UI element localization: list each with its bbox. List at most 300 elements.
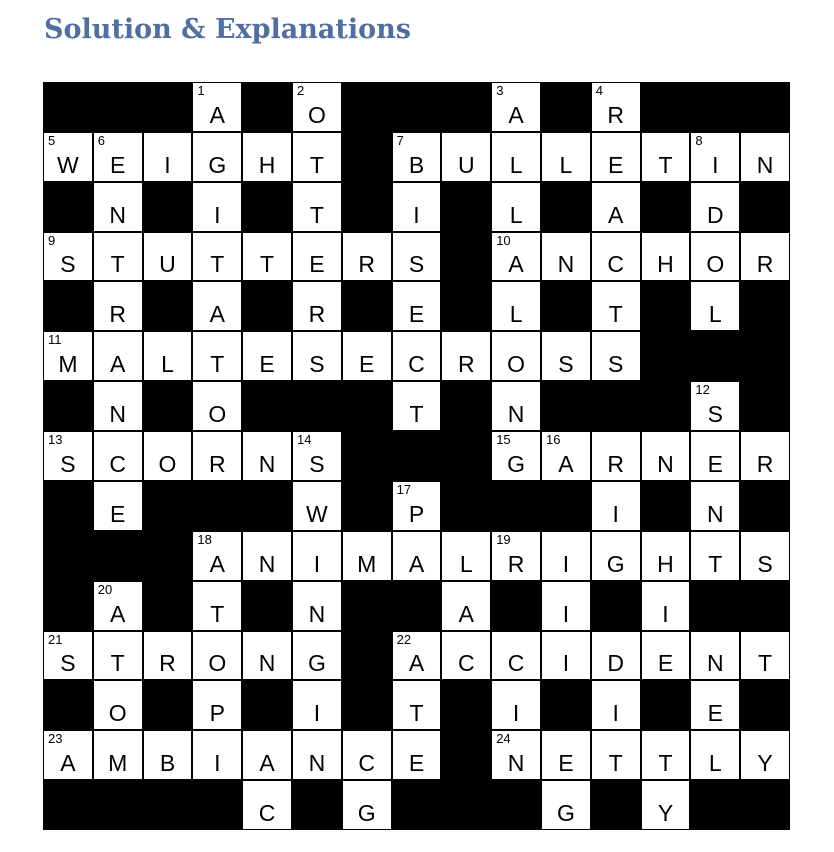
cell-letter: T [260,251,275,278]
letter-cell[interactable] [691,382,739,430]
cell-letter: O [208,401,227,428]
letter-cell[interactable] [592,83,640,131]
black-cell [243,183,291,231]
cell-letter: O [108,700,127,727]
black-cell [44,781,92,829]
letter-cell[interactable] [393,681,441,729]
letter-cell[interactable] [642,432,690,480]
letter-cell[interactable] [144,233,192,281]
letter-cell[interactable] [542,133,590,181]
black-cell [642,482,690,530]
cell-letter: R [756,251,774,278]
cell-letter: A [110,351,126,378]
letter-cell[interactable] [492,282,540,330]
black-cell [343,282,391,330]
black-cell [492,781,540,829]
letter-cell[interactable] [442,582,490,630]
letter-cell[interactable] [592,731,640,779]
letter-cell[interactable] [44,432,92,480]
letter-cell[interactable] [293,681,341,729]
letter-cell[interactable] [243,233,291,281]
letter-cell[interactable] [193,632,241,680]
black-cell [44,532,92,580]
cell-letter: I [164,151,171,178]
cell-letter: L [509,151,523,178]
black-cell [343,83,391,131]
cell-letter: N [507,401,525,428]
cell-letter: A [209,550,225,577]
cell-letter: L [559,151,573,178]
letter-cell[interactable] [691,133,739,181]
cell-letter: W [306,500,328,527]
letter-cell[interactable] [94,133,142,181]
cell-letter: I [512,700,520,727]
letter-cell[interactable] [492,432,540,480]
letter-cell[interactable] [193,282,241,330]
letter-cell[interactable] [44,133,92,181]
cell-letter: T [210,600,225,627]
black-cell [193,781,241,829]
letter-cell[interactable] [691,183,739,231]
black-cell [741,332,789,380]
black-cell [94,532,142,580]
letter-cell[interactable] [193,432,241,480]
black-cell [691,781,739,829]
cell-letter: Y [657,799,674,826]
black-cell [442,83,490,131]
clue-number: 16 [546,432,561,448]
cell-letter: N [756,151,774,178]
clue-number: 24 [496,731,511,747]
letter-cell[interactable] [542,731,590,779]
letter-cell[interactable] [144,731,192,779]
black-cell [642,681,690,729]
cell-letter: N [706,500,724,527]
cell-letter: I [313,550,321,577]
black-cell [144,681,192,729]
cell-letter: U [457,151,475,178]
letter-cell[interactable] [144,332,192,380]
letter-cell[interactable] [243,332,291,380]
black-cell [542,482,590,530]
cell-letter: C [457,650,475,677]
black-cell [44,83,92,131]
letter-cell[interactable] [393,731,441,779]
letter-cell[interactable] [691,731,739,779]
letter-cell[interactable] [393,632,441,680]
cell-letter: R [507,550,525,577]
cell-letter: R [457,351,475,378]
black-cell [442,432,490,480]
cell-letter: R [607,450,624,477]
cell-letter: E [259,351,275,378]
letter-cell[interactable] [193,681,241,729]
letter-cell[interactable] [592,282,640,330]
cell-letter: A [458,600,474,627]
letter-cell[interactable] [691,681,739,729]
cell-letter: P [408,500,425,527]
letter-cell[interactable] [542,582,590,630]
cell-letter: A [60,750,76,777]
cell-letter: L [509,201,523,228]
cell-letter: I [562,550,570,577]
clue-number: 23 [48,731,63,747]
letter-cell[interactable] [393,332,441,380]
letter-cell[interactable] [144,632,192,680]
letter-cell[interactable] [193,382,241,430]
black-cell [691,83,739,131]
letter-cell[interactable] [243,632,291,680]
letter-cell[interactable] [542,781,590,829]
letter-cell[interactable] [442,332,490,380]
letter-cell[interactable] [94,233,142,281]
letter-cell[interactable] [144,432,192,480]
clue-number: 12 [695,382,710,398]
letter-cell[interactable] [393,382,441,430]
letter-cell[interactable] [293,532,341,580]
cell-letter: C [507,650,525,677]
letter-cell[interactable] [144,133,192,181]
cell-letter: I [214,750,221,777]
letter-cell[interactable] [44,233,92,281]
letter-cell[interactable] [492,332,540,380]
cell-letter: S [60,650,76,677]
letter-cell[interactable] [492,632,540,680]
letter-cell[interactable] [542,532,590,580]
letter-cell[interactable] [741,632,789,680]
cell-letter: L [708,301,722,328]
black-cell [542,382,590,430]
letter-cell[interactable] [393,282,441,330]
letter-cell[interactable] [293,482,341,530]
black-cell [144,482,192,530]
black-cell [741,382,789,430]
cell-letter: E [309,251,325,278]
clue-number: 10 [496,232,511,248]
letter-cell[interactable] [442,133,490,181]
cell-letter: E [408,301,425,328]
letter-cell[interactable] [393,532,441,580]
cell-letter: E [359,351,375,378]
cell-letter: M [108,750,128,777]
letter-cell[interactable] [492,133,540,181]
letter-cell[interactable] [293,731,341,779]
letter-cell[interactable] [542,233,590,281]
letter-cell[interactable] [193,332,241,380]
cell-letter: G [507,450,526,477]
black-cell [691,332,739,380]
letter-cell[interactable] [343,332,391,380]
letter-cell[interactable] [592,133,640,181]
cell-letter: T [758,650,773,677]
cell-letter: G [307,650,326,677]
cell-letter: O [706,251,725,278]
letter-cell[interactable] [592,183,640,231]
black-cell [144,282,192,330]
cell-letter: I [562,650,570,677]
cell-letter: T [409,401,424,428]
letter-cell[interactable] [592,233,640,281]
black-cell [343,582,391,630]
cell-letter: I [214,201,221,228]
black-cell [492,482,540,530]
cell-letter: I [612,700,619,727]
cell-letter: E [110,151,126,178]
cell-letter: A [558,450,574,477]
letter-cell[interactable] [592,532,640,580]
letter-cell[interactable] [243,133,291,181]
letter-cell[interactable] [94,382,142,430]
letter-cell[interactable] [691,632,739,680]
black-cell [642,332,690,380]
clue-number: 9 [48,232,56,248]
letter-cell[interactable] [343,731,391,779]
letter-cell[interactable] [243,432,291,480]
cell-letter: S [408,251,425,278]
cell-letter: C [358,750,375,777]
letter-cell[interactable] [44,332,92,380]
letter-cell[interactable] [691,233,739,281]
letter-cell[interactable] [243,781,291,829]
cell-letter: A [408,650,425,677]
black-cell [542,681,590,729]
letter-cell[interactable] [592,632,640,680]
letter-cell[interactable] [592,681,640,729]
black-cell [243,282,291,330]
letter-cell[interactable] [94,681,142,729]
letter-cell[interactable] [94,582,142,630]
clue-number: 11 [48,332,62,348]
cell-letter: I [612,500,619,527]
cell-letter: O [208,650,227,677]
letter-cell[interactable] [642,781,690,829]
letter-cell[interactable] [442,532,490,580]
letter-cell[interactable] [691,532,739,580]
letter-cell[interactable] [592,332,640,380]
cell-letter: A [209,101,225,128]
clue-number: 18 [197,531,212,547]
cell-letter: T [608,750,623,777]
cell-letter: T [708,550,723,577]
black-cell [642,282,690,330]
letter-cell[interactable] [393,233,441,281]
letter-cell[interactable] [642,582,690,630]
letter-cell[interactable] [243,731,291,779]
letter-cell[interactable] [741,432,789,480]
letter-cell[interactable] [293,432,341,480]
cell-letter: S [309,450,325,477]
clue-number: 2 [297,83,305,98]
black-cell [243,83,291,131]
black-cell [592,582,640,630]
letter-cell[interactable] [691,482,739,530]
letter-cell[interactable] [94,183,142,231]
letter-cell[interactable] [642,532,690,580]
letter-cell[interactable] [293,233,341,281]
letter-cell[interactable] [691,432,739,480]
cell-letter: G [556,799,575,826]
cell-letter: C [607,251,624,278]
cell-letter: D [706,201,724,228]
letter-cell[interactable] [542,632,590,680]
letter-cell[interactable] [642,233,690,281]
cell-letter: O [507,351,526,378]
letter-cell[interactable] [293,332,341,380]
letter-cell[interactable] [94,482,142,530]
letter-cell[interactable] [193,133,241,181]
cell-letter: A [209,301,225,328]
black-cell [393,781,441,829]
black-cell [44,282,92,330]
letter-cell[interactable] [542,432,590,480]
cell-letter: W [57,151,79,178]
cell-letter: G [606,550,625,577]
clue-number: 8 [695,132,703,148]
letter-cell[interactable] [492,382,540,430]
black-cell [442,183,490,231]
letter-cell[interactable] [293,83,341,131]
letter-cell[interactable] [293,582,341,630]
letter-cell[interactable] [741,133,789,181]
black-cell [44,183,92,231]
letter-cell[interactable] [94,332,142,380]
black-cell [343,133,391,181]
black-cell [44,382,92,430]
cell-letter: P [209,700,225,727]
letter-cell[interactable] [492,731,540,779]
clue-number: 14 [297,432,312,448]
black-cell [243,482,291,530]
cell-letter: T [110,251,125,278]
letter-cell[interactable] [94,731,142,779]
letter-cell[interactable] [741,731,789,779]
cell-letter: G [357,799,376,826]
cell-letter: Y [757,750,773,777]
black-cell [293,781,341,829]
letter-cell[interactable] [243,532,291,580]
black-cell [492,582,540,630]
letter-cell[interactable] [642,632,690,680]
letter-cell[interactable] [492,183,540,231]
black-cell [343,432,391,480]
black-cell [442,382,490,430]
black-cell [393,83,441,131]
letter-cell[interactable] [193,83,241,131]
letter-cell[interactable] [691,282,739,330]
letter-cell[interactable] [94,632,142,680]
letter-cell[interactable] [592,432,640,480]
letter-cell[interactable] [393,482,441,530]
cell-letter: I [413,201,420,228]
letter-cell[interactable] [741,532,789,580]
black-cell [741,582,789,630]
cell-letter: E [608,151,624,178]
cell-letter: E [707,450,723,477]
letter-cell[interactable] [293,183,341,231]
letter-cell[interactable] [44,731,92,779]
letter-cell[interactable] [44,632,92,680]
cell-letter: N [657,450,674,477]
letter-cell[interactable] [293,133,341,181]
letter-cell[interactable] [592,482,640,530]
black-cell [243,582,291,630]
cell-letter: R [208,450,226,477]
letter-cell[interactable] [442,632,490,680]
letter-cell[interactable] [393,133,441,181]
letter-cell[interactable] [343,781,391,829]
black-cell [243,382,291,430]
letter-cell[interactable] [94,432,142,480]
cell-letter: B [159,750,176,777]
clue-number: 15 [496,432,511,448]
cell-letter: S [558,351,574,378]
cell-letter: T [658,151,673,178]
cell-letter: A [408,550,425,577]
letter-cell[interactable] [492,233,540,281]
letter-cell[interactable] [492,532,540,580]
letter-cell[interactable] [193,532,241,580]
cell-letter: T [309,201,324,228]
black-cell [144,382,192,430]
black-cell [442,681,490,729]
cell-letter: N [706,650,724,677]
letter-cell[interactable] [642,133,690,181]
letter-cell[interactable] [193,233,241,281]
letter-cell[interactable] [94,282,142,330]
letter-cell[interactable] [343,532,391,580]
cell-letter: U [159,251,176,278]
letter-cell[interactable] [492,681,540,729]
black-cell [442,282,490,330]
black-cell [741,681,789,729]
black-cell [144,183,192,231]
letter-cell[interactable] [193,731,241,779]
crossword-grid [43,82,790,830]
black-cell [94,83,142,131]
cell-letter: C [408,351,425,378]
cell-letter: L [509,301,523,328]
letter-cell[interactable] [741,233,789,281]
black-cell [293,382,341,430]
letter-cell[interactable] [343,233,391,281]
cell-letter: E [558,750,574,777]
letter-cell[interactable] [542,332,590,380]
black-cell [691,582,739,630]
cell-letter: N [258,550,276,577]
cell-letter: N [308,600,326,627]
clue-number: 17 [396,481,412,497]
cell-letter: R [109,301,126,328]
cell-letter: R [308,301,326,328]
cell-letter: A [259,750,275,777]
letter-cell[interactable] [492,83,540,131]
letter-cell[interactable] [293,282,341,330]
cell-letter: N [258,650,276,677]
letter-cell[interactable] [293,632,341,680]
cell-letter: H [657,550,674,577]
clue-number: 7 [396,132,404,148]
letter-cell[interactable] [642,731,690,779]
cell-letter: A [508,101,524,128]
letter-cell[interactable] [193,582,241,630]
cell-letter: S [60,450,76,477]
black-cell [442,781,490,829]
cell-letter: E [657,650,674,677]
clue-number: 6 [97,132,106,148]
letter-cell[interactable] [193,183,241,231]
letter-cell[interactable] [393,183,441,231]
clue-number: 20 [97,581,113,597]
